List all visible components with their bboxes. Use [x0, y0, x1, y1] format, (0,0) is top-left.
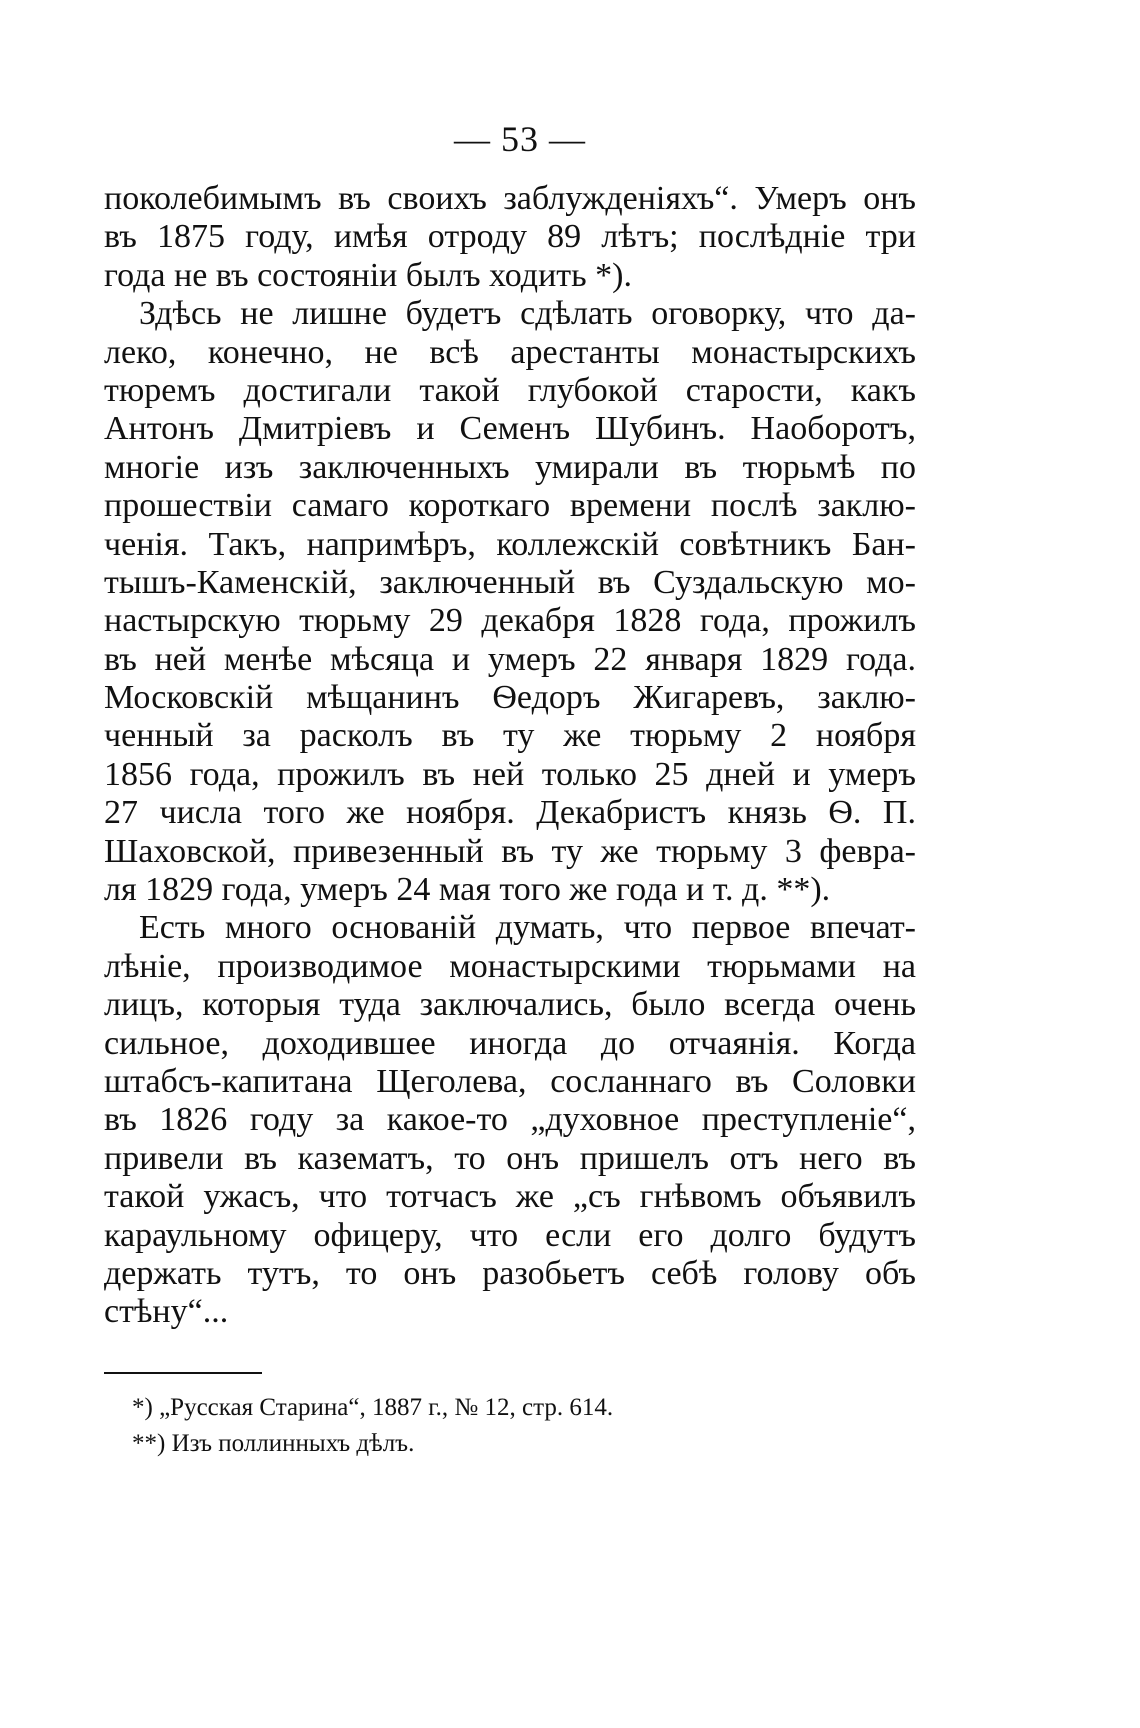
text-line: привели въ казематъ, то онъ пришелъ отъ него въ [104, 1139, 916, 1177]
text-line: года не въ состояніи былъ ходить *). [104, 256, 632, 294]
text-line: Есть много основаній думать, что первое впечат- [139, 909, 916, 947]
text-line: Шаховской, привезенный въ ту же тюрьму 3 февра- [104, 832, 916, 870]
text-line: въ 1875 году, имѣя отроду 89 лѣтъ; послѣдніе три [104, 218, 916, 256]
text-line: въ ней менѣе мѣсяца и умеръ 22 января 1829 года. [104, 640, 916, 678]
footnote: *) „Русская Старина“, 1887 г., № 12, стр. 614. [132, 1394, 614, 1421]
text-line: 27 числа того же ноября. Декабристъ князь Ѳ. П. [104, 794, 916, 832]
text-line: ля 1829 года, умеръ 24 мая того же года и т. д. **). [104, 871, 831, 909]
text-line: сильное, доходившее иногда до отчаянія. Когда [104, 1024, 916, 1062]
text-line: держать тутъ, то онъ разобьетъ себѣ голову объ [104, 1254, 916, 1292]
text-line: ченія. Такъ, напримѣръ, коллежскій совѣтникъ Бан- [104, 525, 916, 563]
footnotes [132, 1390, 613, 1462]
text-line: тышъ-Каменскій, заключенный въ Суздальскую мо- [104, 563, 916, 601]
footnote-divider [104, 1372, 262, 1374]
text-line: настырскую тюрьму 29 декабря 1828 года, прожилъ [104, 602, 916, 640]
text-line: такой ужасъ, что тотчасъ же „съ гнѣвомъ объявилъ [104, 1178, 916, 1216]
body-text [104, 180, 916, 1332]
text-line: Московскій мѣщанинъ Ѳедоръ Жигаревъ, заклю- [104, 679, 916, 717]
text-line: стѣну“... [104, 1293, 229, 1331]
text-line: леко, конечно, не всѣ арестанты монастырскихъ [104, 333, 916, 371]
text-line: въ 1826 году за какое-то „духовное преступленіе“, [104, 1101, 916, 1139]
text-line: лицъ, которыя туда заключались, было всегда очень [104, 986, 916, 1024]
text-line: прошествіи самаго короткаго времени послѣ заклю- [104, 487, 916, 525]
text-line: Здѣсь не лишне будетъ сдѣлать оговорку, что да- [139, 295, 916, 333]
text-line: тюремъ достигали такой глубокой старости, какъ [104, 371, 916, 409]
text-line: штабсъ-капитана Щеголева, сосланнаго въ Соловки [104, 1062, 916, 1100]
text-line: лѣніе, производимое монастырскими тюрьмами на [104, 947, 916, 985]
text-line: Антонъ Дмитріевъ и Семенъ Шубинъ. Наоборотъ, [104, 410, 916, 448]
text-line: многіе изъ заключенныхъ умирали въ тюрьмѣ по [104, 448, 916, 486]
footnote: **) Изъ поллинныхъ дѣлъ. [132, 1430, 415, 1457]
text-line: 1856 года, прожилъ въ ней только 25 дней и умеръ [104, 755, 916, 793]
text-line: ченный за расколъ въ ту же тюрьму 2 ноября [104, 717, 916, 755]
text-line: поколебимымъ въ своихъ заблужденіяхъ“. Умеръ онъ [104, 180, 916, 217]
text-line: караульному офицеру, что если его долго будутъ [104, 1216, 916, 1254]
page-number: — 53 — [454, 119, 586, 159]
